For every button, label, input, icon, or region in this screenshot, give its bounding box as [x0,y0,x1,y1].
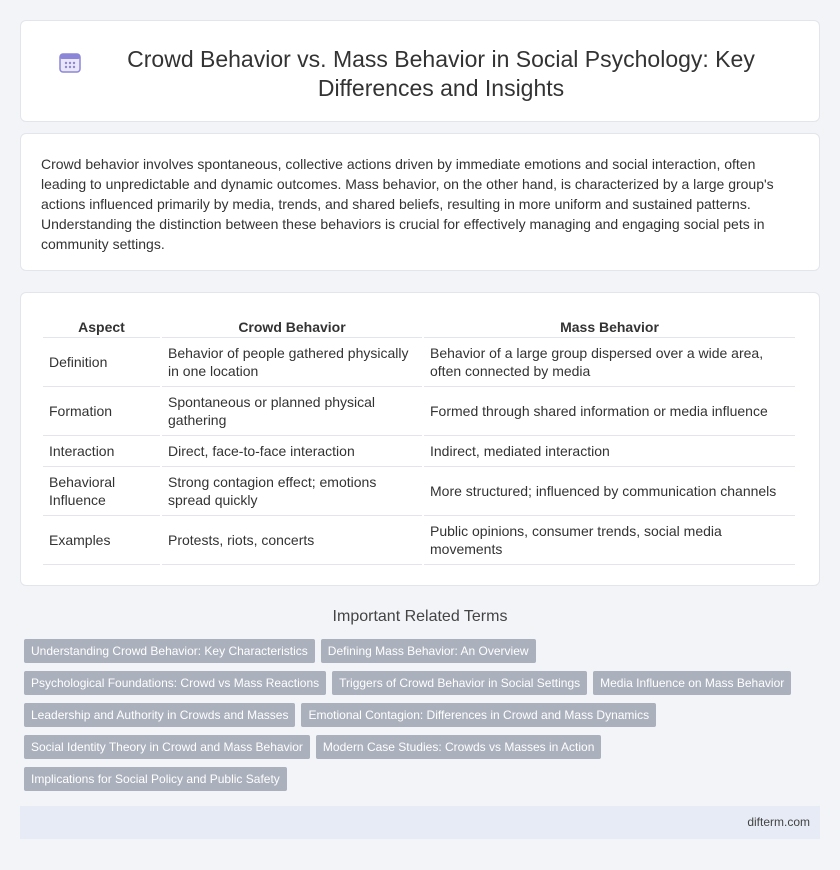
footer-site-link[interactable]: difterm.com [747,815,810,829]
table-row [43,436,795,467]
table-cell-crowd: Strong contagion effect; emotions spread quickly [162,467,422,516]
related-term-tag[interactable]: Media Influence on Mass Behavior [593,671,791,695]
table-row [43,338,795,387]
tag-row [24,639,814,663]
header-mass-behavior: Mass Behavior [424,313,795,338]
intro-card [20,133,820,271]
related-term-tag[interactable]: Leadership and Authority in Crowds and Masses [24,703,295,727]
table-cell-crowd: Protests, riots, concerts [162,516,422,565]
table-cell-mass: Public opinions, consumer trends, social media movements [424,516,795,565]
tag-row [24,767,814,791]
related-terms-list [24,639,814,799]
tag-row [24,703,814,727]
table-cell-mass: Indirect, mediated interaction [424,436,795,467]
comparison-table [41,313,797,565]
table-cell-aspect: Definition [43,338,160,387]
related-terms-title: Important Related Terms [332,608,508,625]
header-crowd-behavior: Crowd Behavior [162,313,422,338]
table-row [43,387,795,436]
calendar-icon [59,51,81,73]
table-cell-mass: Behavior of a large group dispersed over a wide area, often connected by media [424,338,795,387]
page-title: Crowd Behavior vs. Mass Behavior in Social Psychology: Key Differences and Insights [127,46,755,101]
table-cell-crowd: Spontaneous or planned physical gathering [162,387,422,436]
intro-paragraph: Crowd behavior involves spontaneous, collective actions driven by immediate emotions and social interaction, often leading to unpredictable and dynamic outcomes. Mass behavior, on the other hand, is characterized by a large group's actions influenced primarily by media, trends, and shared beliefs, resulting in more uniform and sustained patterns. Understanding the distinction between these behaviors is crucial for effectively managing and engaging social pets in community settings. [41,156,774,252]
related-term-tag[interactable]: Defining Mass Behavior: An Overview [321,639,536,663]
table-cell-aspect: Examples [43,516,160,565]
table-cell-mass: More structured; influenced by communication channels [424,467,795,516]
table-row [43,467,795,516]
table-row [43,516,795,565]
header-card [20,20,820,122]
header-aspect: Aspect [43,313,160,338]
related-term-tag[interactable]: Modern Case Studies: Crowds vs Masses in Action [316,735,601,759]
comparison-table-card [20,292,820,586]
related-term-tag[interactable]: Psychological Foundations: Crowd vs Mass Reactions [24,671,326,695]
footer [20,806,820,839]
table-cell-mass: Formed through shared information or media influence [424,387,795,436]
table-cell-crowd: Direct, face-to-face interaction [162,436,422,467]
table-cell-aspect: Interaction [43,436,160,467]
tag-row [24,671,814,695]
table-cell-crowd: Behavior of people gathered physically in one location [162,338,422,387]
table-header-row [43,313,795,338]
related-term-tag[interactable]: Understanding Crowd Behavior: Key Characteristics [24,639,315,663]
related-term-tag[interactable]: Emotional Contagion: Differences in Crowd and Mass Dynamics [301,703,656,727]
header-inner [21,45,819,103]
related-term-tag[interactable]: Triggers of Crowd Behavior in Social Settings [332,671,587,695]
related-term-tag[interactable]: Social Identity Theory in Crowd and Mass Behavior [24,735,310,759]
table-cell-aspect: Formation [43,387,160,436]
table-cell-aspect: Behavioral Influence [43,467,160,516]
tag-row [24,735,814,759]
related-term-tag[interactable]: Implications for Social Policy and Public Safety [24,767,287,791]
